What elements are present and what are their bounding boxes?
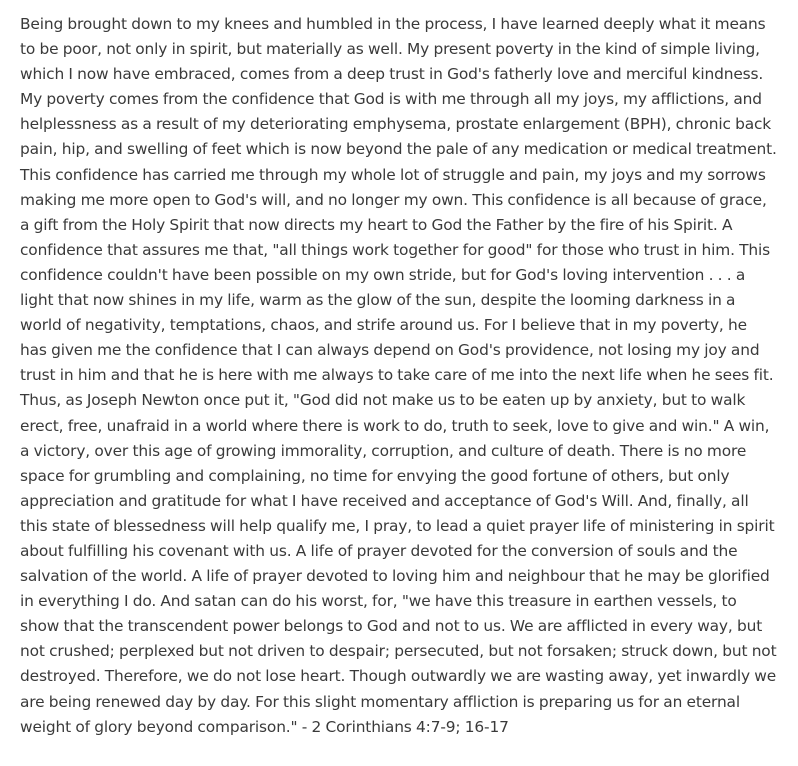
article-paragraph: Being brought down to my knees and humbled in the process, I have learned deeply what it means to be poor, not only in spirit, but materially as well. My present poverty in the kind of simple living, which I now have embraced, comes from a deep trust in God's fatherly love and merciful kindness. My poverty comes from the confidence that God is with me through all my joys, my afflictions, and helplessness as a result of my deteriorating emphysema, prostate enlargement (BPH), chronic back pain, hip, and swelling of feet which is now beyond the pale of any medication or medical treatment. This confidence has carried me through my whole lot of struggle and pain, my joys and my sorrows making me more open to God's will, and no longer my own. This confidence is all because of grace, a gift from the Holy Spirit that now directs my heart to God the Father by the fire of his Spirit. A confidence that assures me that, "all things work together for good" for those who trust in him. This confidence couldn't have been possible on my own stride, but for God's loving intervention . . . a light that now shines in my life, warm as the glow of the sun, despite the looming darkness in a world of negativity, temptations, chaos, and strife around us. For I believe that in my poverty, he has given me the confidence that I can always depend on God's providence, not losing my joy and trust in him and that he is here with me always to take care of me into the next life when he sees fit. Thus, as Joseph Newton once put it, "God did not make us to be eaten up by anxiety, but to walk erect, free, unafraid in a world where there is work to do, truth to seek, love to give and win." A win, a victory, over this age of growing immorality, corruption, and culture of death. There is no more space for grumbling and complaining, no time for envying the good fortune of others, but only appreciation and gratitude for what I have received and acceptance of God's Will. And, finally, all this state of blessedness will help qualify me, I pray, to lead a quiet prayer life of ministering in spirit about fulfilling his covenant with us. A life of prayer devoted for the conversion of souls and the salvation of the world. A life of prayer devoted to loving him and neighbour that he may be glorified in everything I do. And satan can do his worst, for, "we have this treasure in earthen vessels, to show that the transcendent power belongs to God and not to us. We are afflicted in every way, but not crushed; perplexed but not driven to despair; persecuted, but not forsaken; struck down, but not destroyed. Therefore, we do not lose heart. Though outwardly we are wasting away, yet inwardly we are being renewed day by day. For this slight momentary affliction is preparing us for an eternal weight of glory beyond comparison." - 2 Corinthians 4:7-9; 16-17: [20, 15, 777, 736]
